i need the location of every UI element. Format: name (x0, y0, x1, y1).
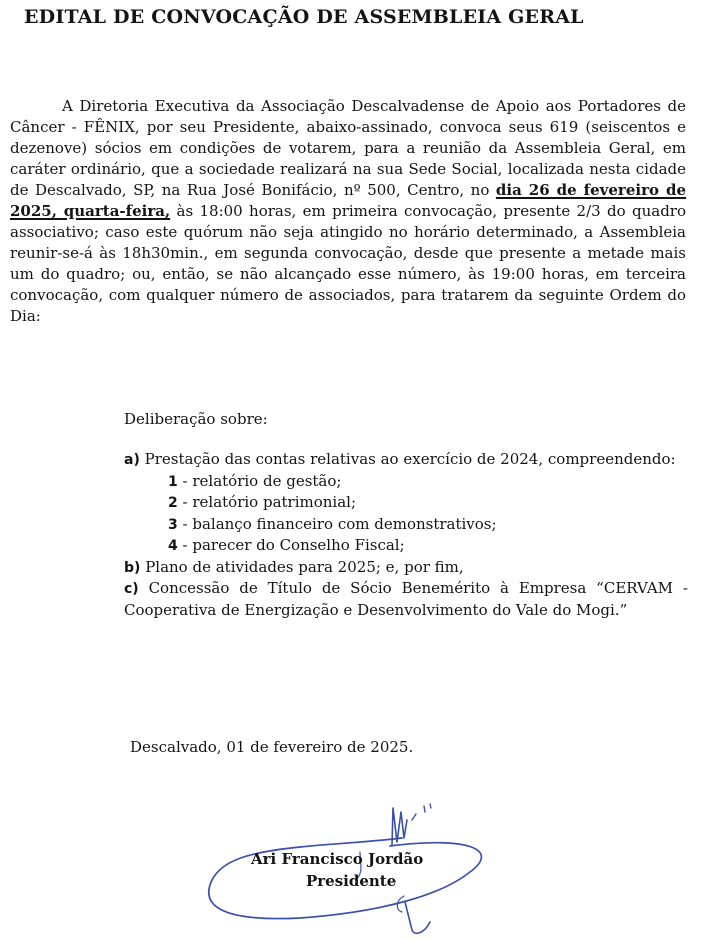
paragraph-text-part2: às 18:00 horas, em primeira convocação, presente 2/3 do quadro associativo; caso este quórum não seja atingido no horário determinado, a Assembleia reunir-se-á às 18h30min., em segunda convocação, desde que presente a metade mais um do quadro; ou, então, se não alcançado esse número, às 19:00 horas, em terceira convocação, com qualquer número de associados, para tratarem da seguinte Ordem do Dia: (10, 202, 686, 325)
agenda-subitem-text: - parecer do Conselho Fiscal; (177, 536, 405, 554)
meeting-date-highlight: dia 26 de fevereiro de 2025, quarta-feira, (10, 181, 686, 220)
agenda-subitem-text: - relatório de gestão; (177, 471, 342, 490)
agenda-item-c-text: Concessão de Título de Sócio Benemérito à Empresa “CERVAM - Cooperativa de Energização e Desenvolvimento do Vale do Mogi.” (124, 579, 688, 619)
paragraph-text-part1: A Diretoria Executiva da Associação Descalvadense de Apoio aos Portadores de Câncer - FÊNIX, por seu Presidente, abaixo-assinado, convoca seus 619 (seiscentos e dezenove) sócios em condições de votarem, para a reunião da Assembleia Geral, em caráter ordinário, que a sociedade realizará na sua Sede Social, localizada nesta cidade de Descalvado, SP, na Rua José Bonifácio, nº 500, Centro, no (10, 97, 686, 199)
document-title: EDITAL DE CONVOCAÇÃO DE ASSEMBLEIA GERAL (24, 6, 584, 28)
agenda-subitem-number: 1 (168, 473, 178, 490)
signatory-role: Presidente (306, 872, 397, 890)
deliberation-intro: Deliberação sobre: (124, 410, 268, 428)
agenda-item-a-text: Prestação das contas relativas ao exercício de 2024, compreendendo: (139, 450, 676, 468)
agenda-item-b-text: Plano de atividades para 2025; e, por fim, (140, 557, 464, 576)
agenda-subitem-number: 4 (168, 538, 178, 554)
agenda-subitem-number: 3 (168, 516, 178, 533)
signatory-name: Ari Francisco Jordão (251, 850, 424, 868)
dateline: Descalvado, 01 de fevereiro de 2025. (130, 738, 414, 756)
agenda-subitem-text: - relatório patrimonial; (177, 493, 357, 511)
agenda-subitem-number: 2 (168, 495, 178, 511)
agenda-item-a-letter: a) (124, 452, 140, 468)
agenda-item-b-letter: b) (124, 559, 141, 576)
agenda-subitem-text: - balanço financeiro com demonstrativos; (177, 514, 497, 533)
agenda-item-c-letter: c) (124, 581, 139, 597)
